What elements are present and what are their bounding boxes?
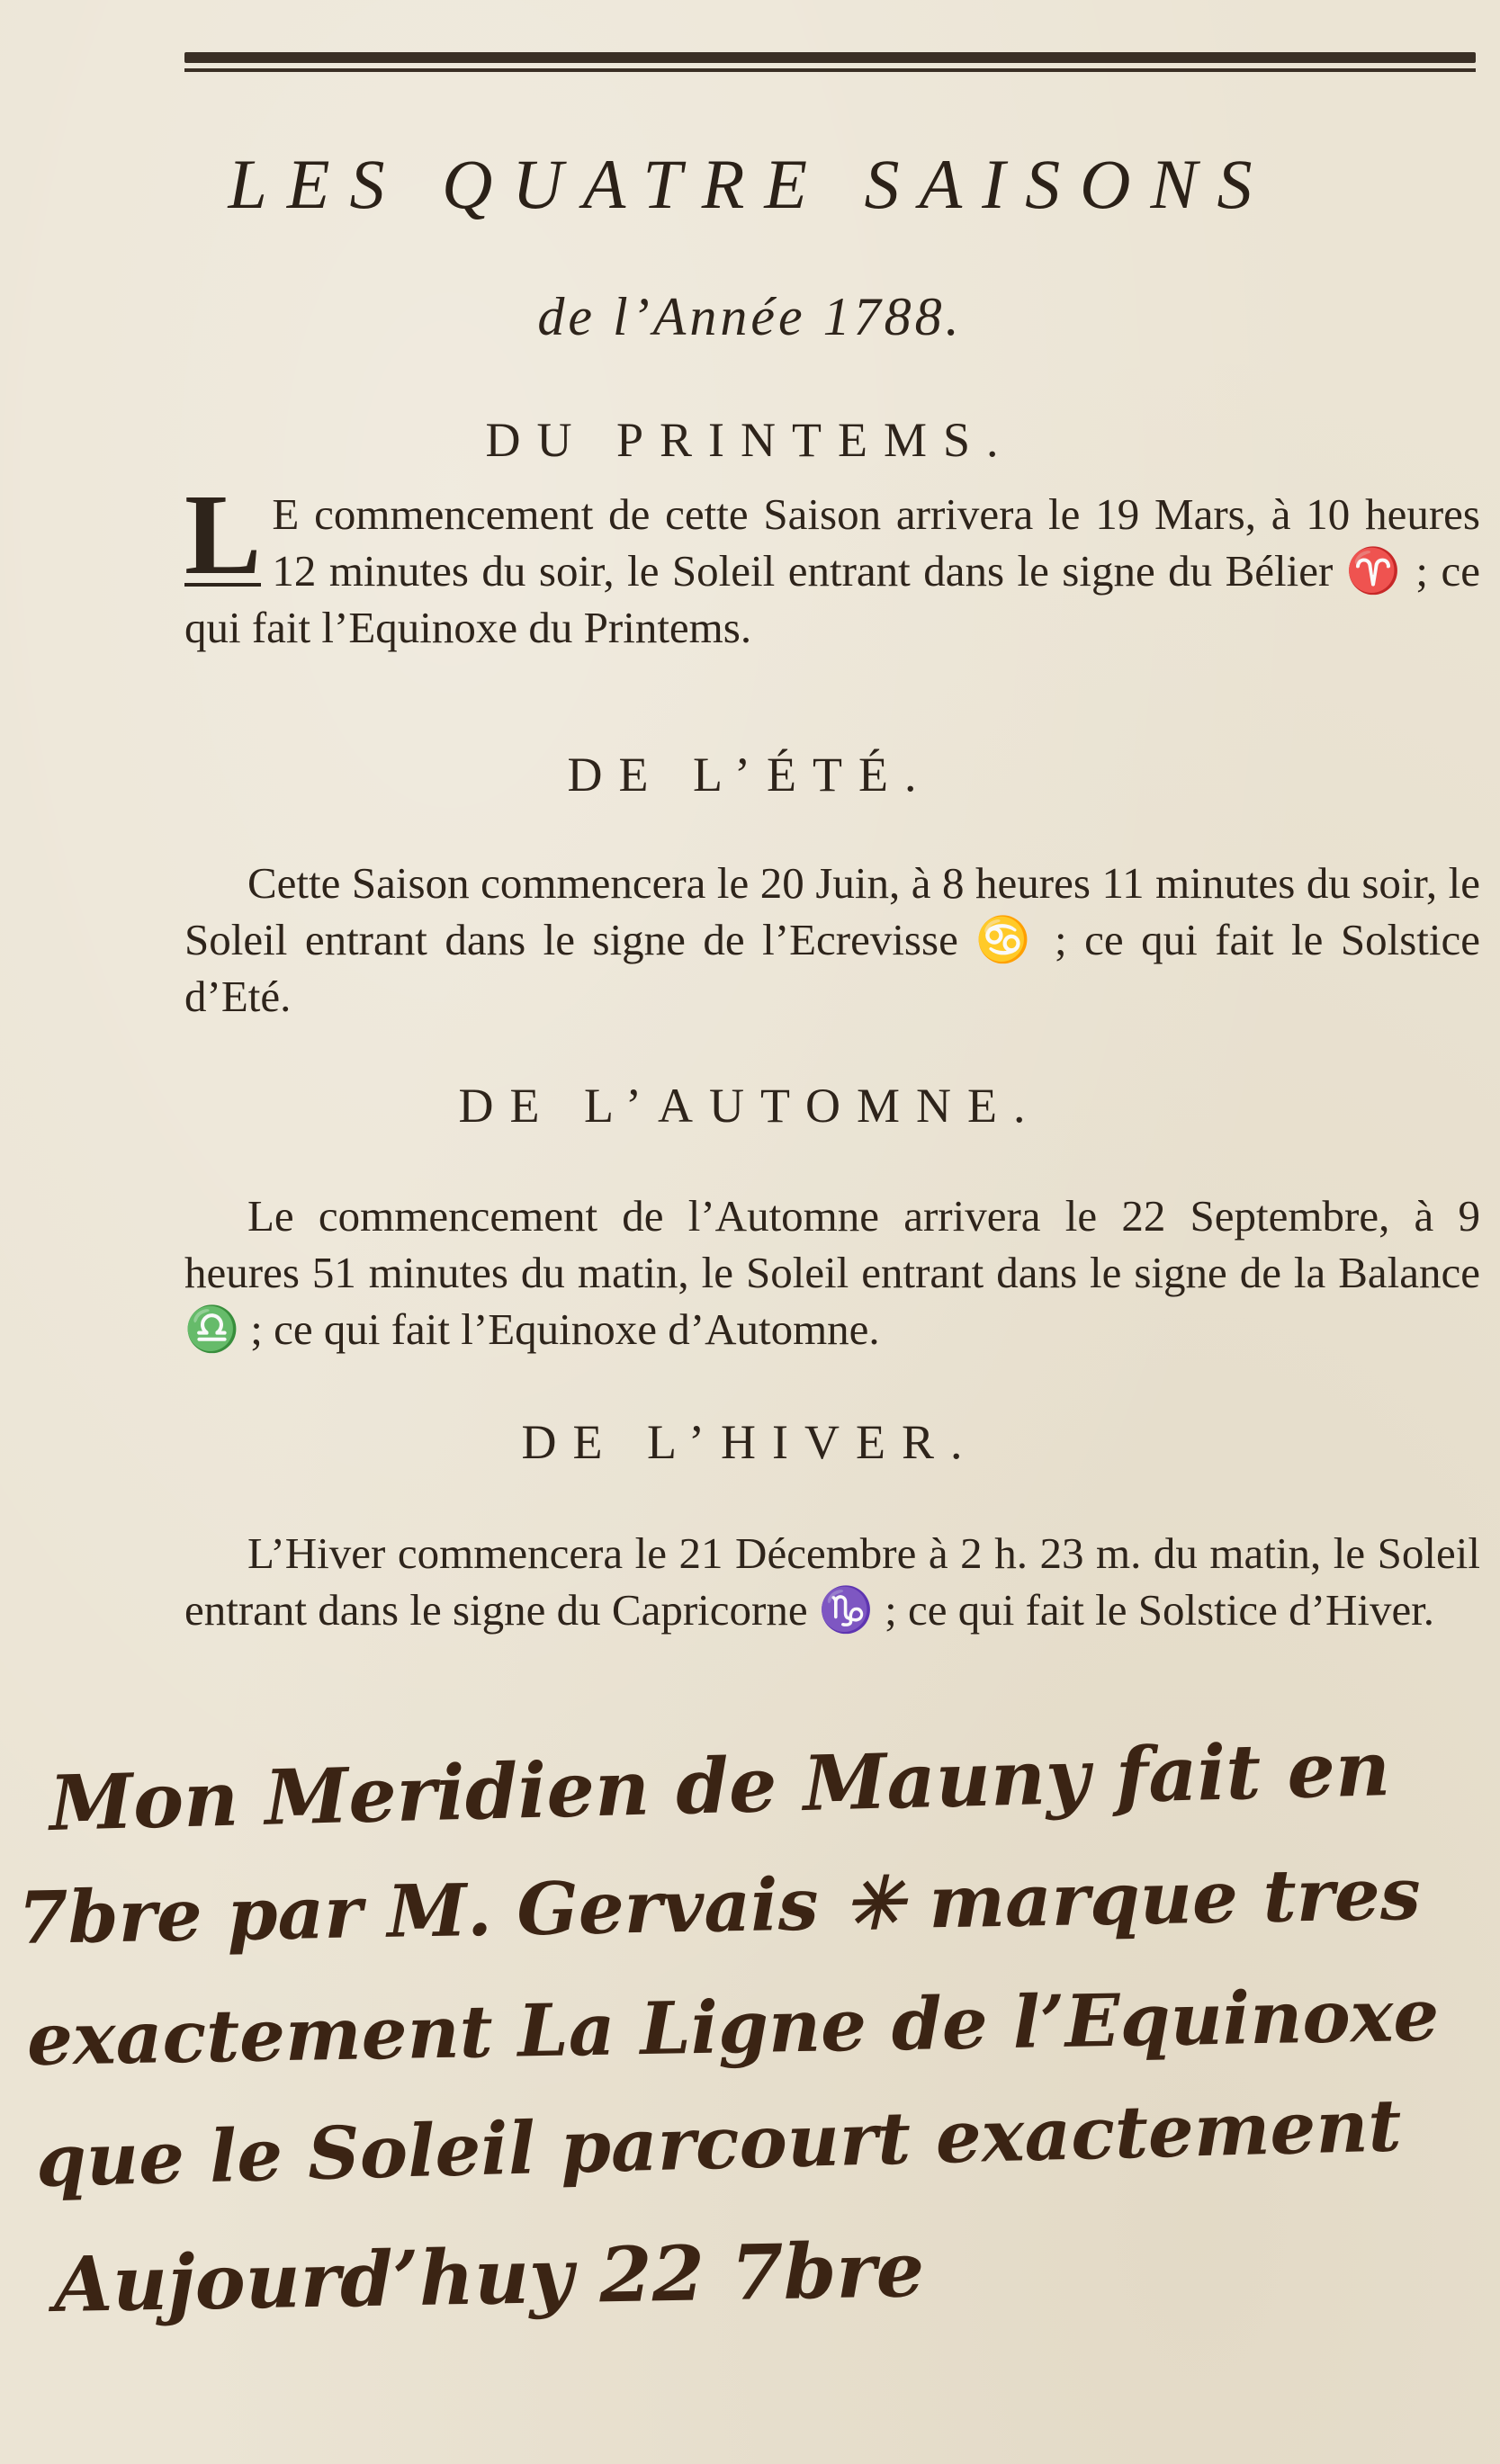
handwritten-line-3: exactement La Ligne de l’Equinoxe (26, 1972, 1441, 2082)
drop-cap: L (184, 470, 262, 598)
section-text-printemps (184, 470, 1480, 656)
top-ornamental-rule-thin (184, 68, 1476, 72)
handwritten-line-2: 7bre par M. Gervais ✳ marque tres (17, 1850, 1422, 1960)
section-heading-printemps: DU PRINTEMS. (485, 413, 1015, 467)
page-title: LES QUATRE SAISONS (228, 145, 1272, 223)
section-text-hiver: L’Hiver commencera le 21 Décembre à 2 h. 23 m. du matin, le Soleil entrant dans le signe du Capricorne ♑ ; ce qui fait le Solstice d’Hiver. (184, 1528, 1480, 1635)
section-heading-ete: DE L’ÉTÉ. (567, 748, 933, 802)
section-body-printemps: E commencement de cette Saison arrivera le 19 Mars, à 10 heures 12 minutes du soir, le Soleil entrant dans le signe du Bélier ♈ ; ce qui fait l’Equinoxe du Printems. (184, 489, 1480, 652)
handwritten-line-4: que le Soleil parcourt exactement (34, 2083, 1403, 2203)
section-heading-hiver: DE L’HIVER. (521, 1415, 979, 1469)
handwritten-line-1: Mon Meridien de Mauny fait en (48, 1724, 1392, 1848)
section-heading-automne: DE L’AUTOMNE. (458, 1079, 1042, 1133)
top-ornamental-rule (184, 52, 1476, 63)
section-text-automne: Le commencement de l’Automne arrivera le 22 Septembre, à 9 heures 51 minutes du matin, le Soleil entrant dans le signe de la Balance ♎ ; ce qui fait l’Equinoxe d’Automne. (184, 1191, 1480, 1354)
handwritten-line-5: Aujourd’huy 22 7bre (53, 2225, 925, 2329)
page-subtitle: de l’Année 1788. (537, 287, 963, 346)
section-text-ete: Cette Saison commencera le 20 Juin, à 8 heures 11 minutes du soir, le Soleil entrant dans le signe de l’Ecrevisse ♋ ; ce qui fait le Solstice d’Eté. (184, 858, 1480, 1021)
